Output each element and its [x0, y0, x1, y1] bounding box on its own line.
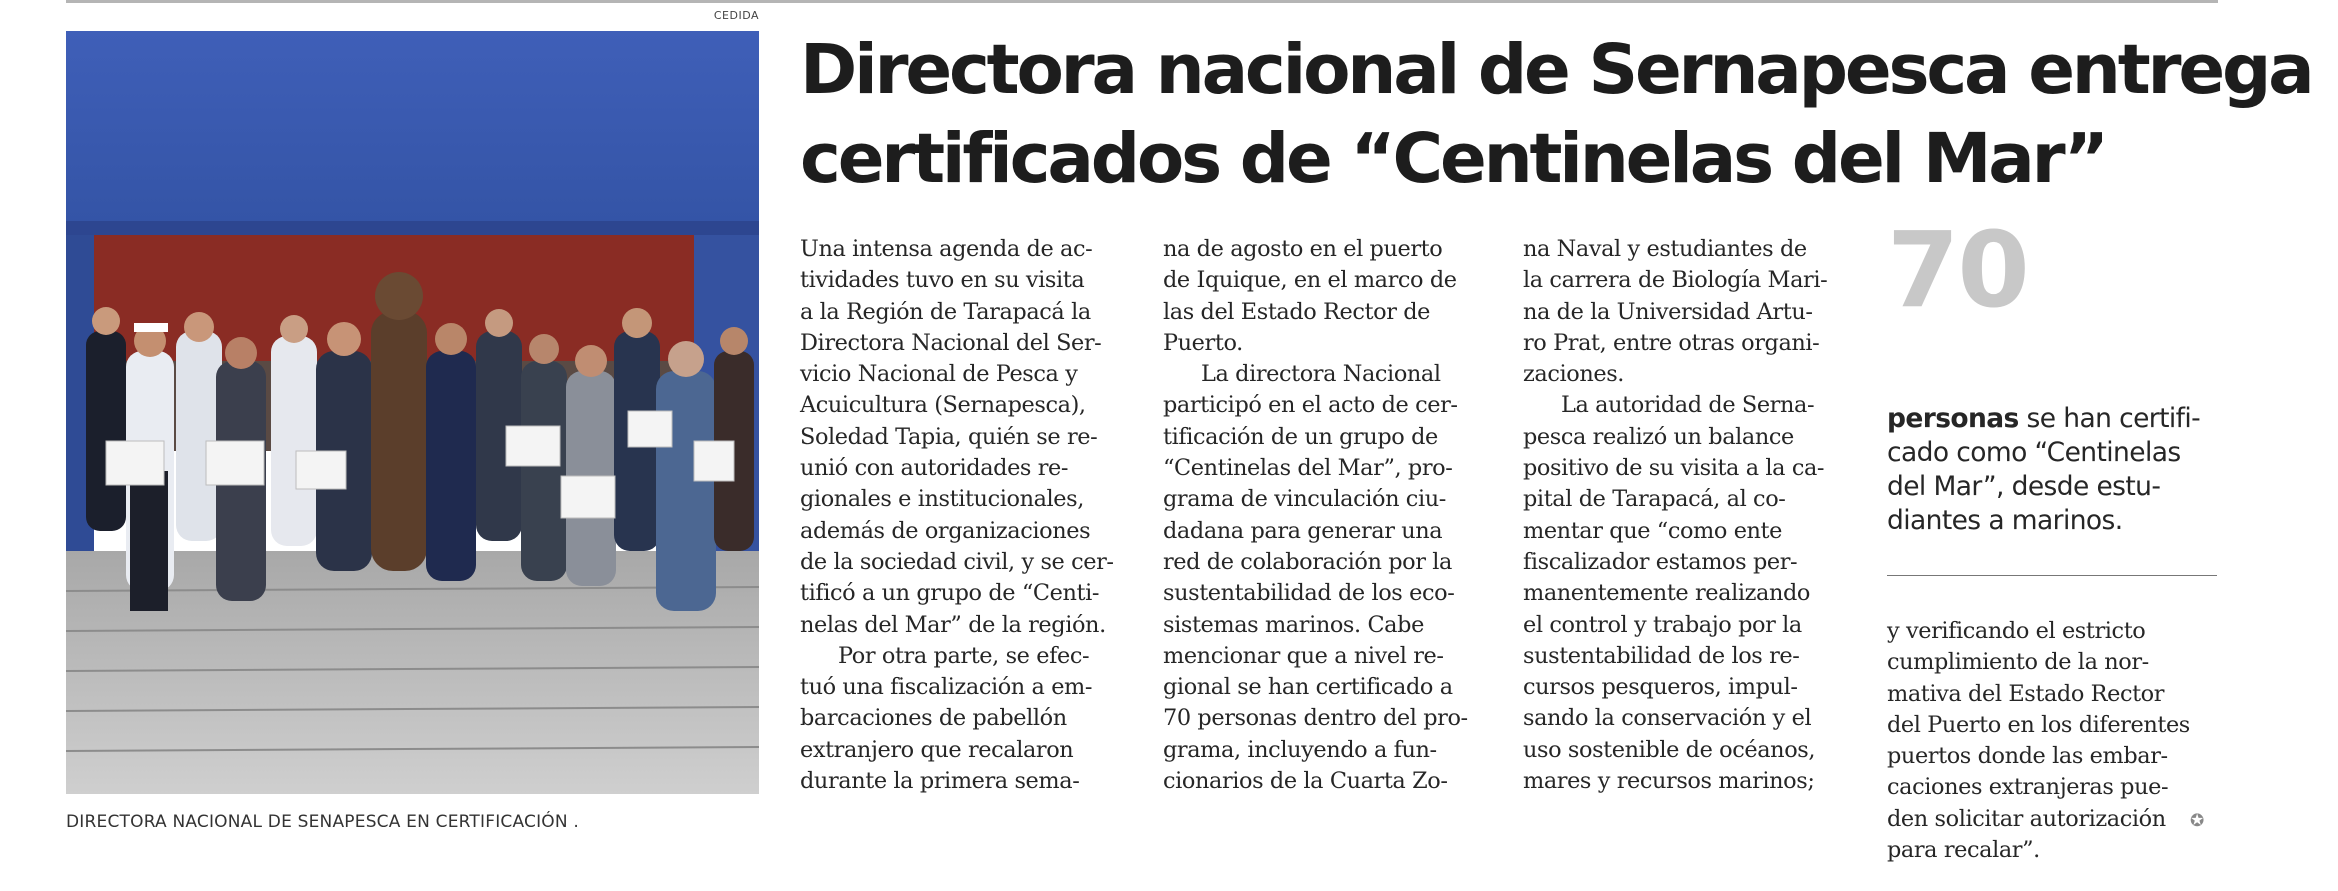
highlight-line: del Mar”, desde estu-: [1887, 471, 2161, 502]
body-line: además de organizaciones: [800, 517, 1091, 544]
body-column-4: [1887, 616, 2217, 866]
body-line: cionarios de la Cuarta Zo-: [1163, 768, 1448, 795]
body-line: grama, incluyendo a fun-: [1163, 736, 1437, 763]
body-line: na Naval y estudiantes de: [1523, 236, 1807, 262]
body-line: sistemas marinos. Cabe: [1163, 611, 1424, 638]
photo-credit: CEDIDA: [713, 9, 759, 22]
body-line: gionales e institucionales,: [800, 486, 1084, 513]
highlight-line: diantes a marinos.: [1887, 505, 2123, 536]
body-line: 70 personas dentro del pro-: [1163, 705, 1468, 732]
body-line: nelas del Mar” de la región.: [800, 611, 1106, 638]
body-line: barcaciones de pabellón: [800, 705, 1067, 732]
body-line: na de agosto en el puerto: [1163, 236, 1443, 262]
body-line: y verificando el estricto: [1887, 618, 2146, 644]
body-line: tuó una fiscalización a em-: [800, 674, 1093, 701]
body-line: tificación de un grupo de: [1163, 423, 1438, 450]
highlight-line: cado como “Centinelas: [1887, 437, 2181, 468]
body-line: manentemente realizando: [1523, 580, 1810, 607]
sidebar-divider: [1887, 575, 2217, 576]
body-line: tividades tuvo en su visita: [800, 267, 1085, 294]
highlight-line: [1887, 402, 2217, 436]
highlight-line-rest: se han certifi-: [2018, 403, 2201, 434]
body-line: La autoridad de Serna-: [1561, 392, 1815, 419]
article-headline: [800, 26, 2312, 204]
body-line: mencionar que a nivel re-: [1163, 642, 1444, 669]
body-line: mares y recursos marinos;: [1523, 768, 1815, 795]
body-line: na de la Universidad Artu-: [1523, 298, 1813, 325]
body-line: del Puerto en los diferentes: [1887, 711, 2190, 738]
body-line: participó en el acto de cer-: [1163, 392, 1458, 419]
body-line: zaciones.: [1523, 361, 1625, 388]
body-column-1: [800, 234, 1130, 797]
body-line: cursos pesqueros, impul-: [1523, 674, 1798, 701]
body-line: mativa del Estado Rector: [1887, 680, 2165, 707]
body-line: Puerto.: [1163, 329, 1243, 356]
body-line: red de colaboración por la: [1163, 548, 1452, 575]
article-photo: [66, 31, 759, 794]
body-line: puertos donde las embar-: [1887, 743, 2168, 770]
body-line: uso sostenible de océanos,: [1523, 736, 1816, 763]
highlight-bold-word: personas: [1887, 403, 2019, 434]
body-line: Por otra parte, se efec-: [838, 642, 1090, 669]
body-line: pital de Tarapacá, al co-: [1523, 486, 1786, 513]
body-line: sustentabilidad de los eco-: [1163, 580, 1455, 607]
body-line: grama de vinculación ciu-: [1163, 486, 1446, 513]
top-rule: [66, 0, 2218, 3]
group-photo-illustration: [66, 31, 759, 794]
highlight-text: [1887, 402, 2217, 538]
body-line: de la sociedad civil, y se cer-: [800, 548, 1114, 575]
body-line: gional se han certificado a: [1163, 674, 1453, 701]
body-line: tificó a un grupo de “Centi-: [800, 580, 1100, 607]
body-line: Acuicultura (Sernapesca),: [800, 392, 1086, 419]
body-line: la carrera de Biología Mari-: [1523, 267, 1828, 294]
body-line: Una intensa agenda de ac-: [800, 236, 1093, 262]
body-line: sando la conservación y el: [1523, 705, 1812, 732]
body-line: Soledad Tapia, quién se re-: [800, 423, 1098, 450]
body-line: de Iquique, en el marco de: [1163, 267, 1457, 294]
body-line: sustentabilidad de los re-: [1523, 642, 1800, 669]
body-line: ro Prat, entre otras organi-: [1523, 329, 1820, 356]
body-line: el control y trabajo por la: [1523, 611, 1802, 638]
body-line: a la Región de Tarapacá la: [800, 298, 1091, 325]
body-line: pesca realizó un balance: [1523, 423, 1794, 450]
body-line: den solicitar autorización: [1887, 805, 2166, 832]
photo-caption: DIRECTORA NACIONAL DE SENAPESCA EN CERTIFICACIÓN .: [66, 812, 580, 832]
body-line: caciones extranjeras pue-: [1887, 774, 2169, 801]
body-line: vicio Nacional de Pesca y: [800, 361, 1078, 388]
body-line: La directora Nacional: [1201, 361, 1441, 388]
body-line: “Centinelas del Mar”, pro-: [1163, 455, 1453, 482]
body-column-3: [1523, 234, 1853, 797]
body-column-2: [1163, 234, 1493, 797]
body-line: cumplimiento de la nor-: [1887, 649, 2149, 676]
body-line: para recalar”.: [1887, 837, 2040, 864]
body-line: fiscalizador estamos per-: [1523, 548, 1798, 575]
body-line: extranjero que recalaron: [800, 736, 1074, 763]
body-line: Directora Nacional del Ser-: [800, 329, 1102, 356]
body-line: mentar que “como ente: [1523, 517, 1783, 544]
body-line: positivo de su visita a la ca-: [1523, 455, 1825, 482]
body-line: dadana para generar una: [1163, 517, 1443, 544]
body-line: durante la primera sema-: [800, 768, 1080, 795]
highlight-number: 70: [1887, 209, 2028, 331]
headline-line: Directora nacional de Sernapesca entrega: [800, 30, 2312, 110]
body-line: las del Estado Rector de: [1163, 298, 1431, 325]
headline-line: certificados de “Centinelas del Mar”: [800, 119, 2106, 199]
end-of-article-icon: ✪: [2190, 811, 2205, 831]
body-line: unió con autoridades re-: [800, 455, 1069, 482]
